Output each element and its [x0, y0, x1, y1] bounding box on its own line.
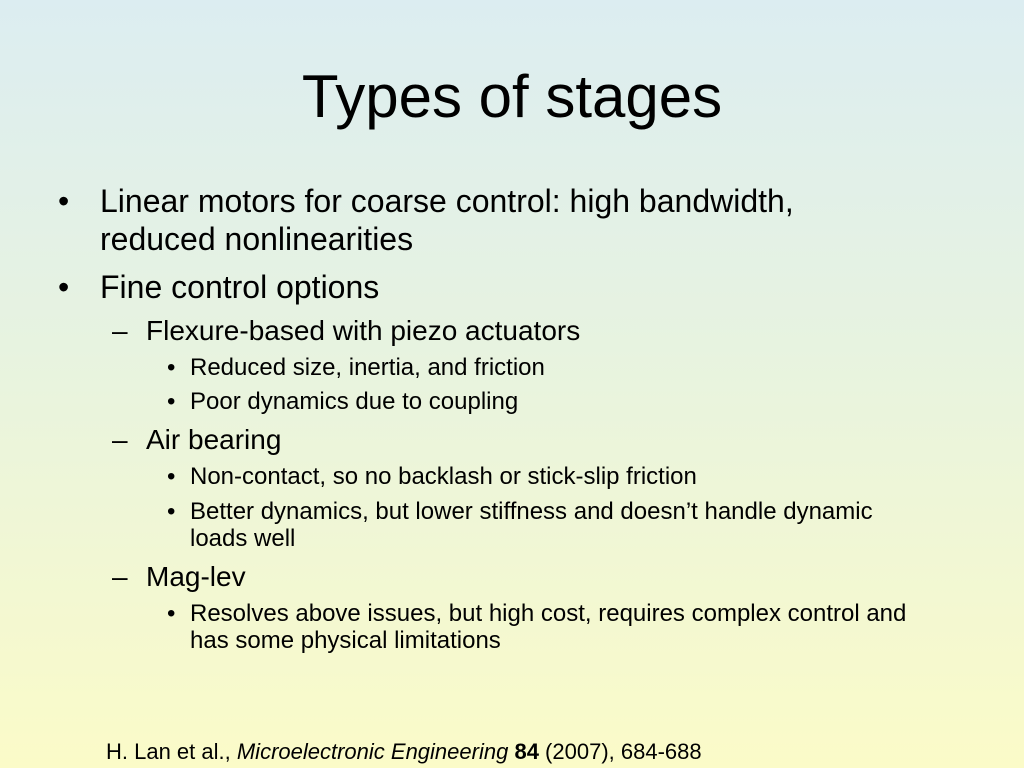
- option-1-point-2-text: Poor dynamics due to coupling: [190, 388, 519, 415]
- citation-year-pages: (2007), 684-688: [538, 739, 702, 764]
- option-3-point-1-text: Resolves above issues, but high cost, requires complex control and has some physical limitations: [190, 600, 907, 654]
- option-1-point-1: [167, 354, 910, 381]
- dash-marker: –: [112, 424, 128, 455]
- citation-journal: Microelectronic Engineering: [236, 739, 509, 764]
- bullet-2: [58, 268, 820, 306]
- citation-authors: H. Lan et al.,: [106, 739, 237, 764]
- option-1-point-2: [167, 388, 910, 415]
- bullet-marker: •: [167, 600, 176, 627]
- slide-title: Types of stages: [301, 63, 723, 130]
- bullet-marker: •: [58, 269, 70, 305]
- option-2-label: Air bearing: [146, 424, 282, 455]
- option-2-point-1: [167, 463, 910, 490]
- bullet-marker: •: [167, 388, 176, 415]
- option-2-point-2-text: Better dynamics, but lower stiffness and doesn’t handle dynamic loads well: [190, 498, 873, 552]
- bullet-1-text: Linear motors for coarse control: high bandwidth, reduced nonlinearities: [100, 183, 794, 257]
- bullet-marker: •: [167, 498, 176, 525]
- option-2-point-2: [167, 498, 910, 552]
- option-2-point-1-text: Non-contact, so no backlash or stick-slip friction: [190, 463, 697, 490]
- option-1: [112, 314, 846, 348]
- bullet-1: [58, 182, 820, 258]
- citation-volume: 84: [514, 739, 539, 764]
- citation: [106, 738, 702, 766]
- option-1-label: Flexure-based with piezo actuators: [146, 315, 581, 346]
- option-3: [112, 560, 846, 594]
- option-1-point-1-text: Reduced size, inertia, and friction: [190, 354, 545, 381]
- option-3-label: Mag-lev: [146, 561, 246, 592]
- bullet-2-text: Fine control options: [100, 269, 380, 305]
- bullet-marker: •: [167, 354, 176, 381]
- option-3-point-1: [167, 600, 910, 654]
- bullet-marker: •: [58, 183, 70, 219]
- option-2: [112, 423, 846, 457]
- bullet-marker: •: [167, 463, 176, 490]
- dash-marker: –: [112, 315, 128, 346]
- dash-marker: –: [112, 561, 128, 592]
